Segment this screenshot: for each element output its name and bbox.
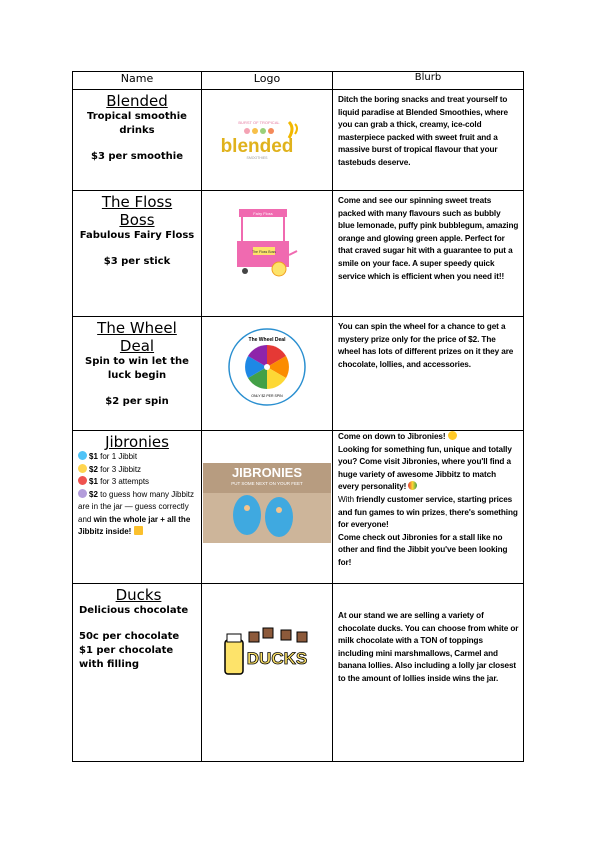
name-cell-ducks <box>73 584 202 762</box>
stall-price: $1 per chocolate with filling <box>79 645 174 670</box>
stall-subtitle: Spin to win let the luck begin <box>85 356 189 381</box>
blurb-jibronies: Come on down to Jibronies! Looking for something fun, unique and totally you? Come visit Jibronies, where you'll find a huge variety of awesome Jibbitz to match every personality! With friendly customer service, starting prices and fun games to win prizes, there's something for everyone! Come check out Jibronies for a stall like no other and find the Jibbit you've been looking for! <box>333 431 524 584</box>
blended-logo-top: BURST OF TROPICAL <box>238 120 280 125</box>
target-icon <box>78 476 87 485</box>
blurb-ducks: At our stand we are selling a variety of chocolate ducks. You can choose from white or milk chocolate with a TON of toppings including mini marshmallows, Carmel and banana lollies. Also including a lolly jar closest to the amount of lollies inside wins the jar. <box>333 584 524 762</box>
list-item: $1 for 1 Jibbit <box>78 451 198 464</box>
name-cell-floss <box>73 191 202 317</box>
jibronies-price-list <box>76 451 198 539</box>
stall-price: $3 per stick <box>103 256 171 267</box>
logo-cell-wheel <box>202 317 333 431</box>
blurb-wheel: You can spin the wheel for a chance to get a mystery prize only for the price of $2. The wheel has lots of different prizes on it they are chocolate, lollies, and accessories. <box>333 317 524 431</box>
logo-cell-blended <box>202 90 333 191</box>
floss-sign: The Floss Boss <box>251 250 277 254</box>
stall-title: Jibronies <box>105 433 169 451</box>
jibronies-photo-logo <box>203 463 331 543</box>
blurb-floss: Come and see our spinning sweet treats packed with many flavours such as bubbly blue lemonade, puffy pink bubblegum, amazing orange and glowing green apple. Perfect for that craved sugar hit with a guarantee to put a smile on your face. A super speedy quick service which is efficient when you need it!! <box>333 191 524 317</box>
ducks-logo <box>219 622 315 682</box>
list-item: $2 to guess how many Jibbitz are in the jar — guess correctly and win the whole jar + all the Jibbitz inside! <box>78 489 194 536</box>
rainbow-icon <box>408 481 417 490</box>
floss-cart-logo <box>227 195 307 285</box>
stall-title: The Wheel Deal <box>97 319 177 355</box>
row-wheel-deal <box>73 317 524 431</box>
stalls-table <box>72 71 524 762</box>
logo-cell-floss <box>202 191 333 317</box>
wheel-logo-caption: ONLY $2 PER SPIN <box>251 394 283 398</box>
stall-subtitle: Tropical smoothie drinks <box>87 111 187 136</box>
stall-title: Ducks <box>115 586 162 604</box>
stall-price: $2 per spin <box>105 396 169 407</box>
list-item: $1 for 3 attempts <box>78 476 198 489</box>
wheel-logo-title: The Wheel Deal <box>248 337 286 343</box>
jibronies-logo-title: JIBRONIES <box>231 465 303 480</box>
row-ducks <box>73 584 524 762</box>
stall-title: Blended <box>106 92 168 110</box>
svg-text:Fairy Floss: Fairy Floss <box>253 211 273 216</box>
stall-price: 50c per chocolate <box>79 631 180 642</box>
blended-logo <box>207 104 327 174</box>
logo-cell-ducks <box>202 584 333 762</box>
list-item: $2 for 3 Jibbitz <box>78 464 198 477</box>
row-floss-boss <box>73 191 524 317</box>
header-name: Name <box>73 72 202 90</box>
thinking-icon <box>78 489 87 498</box>
stall-title: The Floss Boss <box>101 193 173 229</box>
jibronies-logo-tagline: PUT SOME NEXT ON YOUR FEET <box>231 481 303 486</box>
name-cell-wheel <box>73 317 202 431</box>
ducks-logo-text: DUCKS <box>246 649 308 668</box>
blended-logo-small: SMOOTHIES <box>246 156 268 160</box>
row-blended <box>73 90 524 191</box>
blended-logo-text: blended <box>220 136 294 157</box>
trophy-icon <box>134 526 143 535</box>
blurb-blended: Ditch the boring snacks and treat yourself to liquid paradise at Blended Smoothies, where you can grab a thick, creamy, ice-cold masterpiece packed with sweet fruit and a massive burst of tropical flavour that your tastebuds deserve. <box>333 90 524 191</box>
row-jibronies <box>73 431 524 584</box>
name-cell-jibronies <box>73 431 202 584</box>
header-logo: Logo <box>202 72 333 90</box>
stall-subtitle: Delicious chocolate <box>79 605 189 616</box>
wheel-logo <box>227 327 307 407</box>
logo-cell-jibronies <box>202 431 333 584</box>
star-struck-icon <box>448 431 457 440</box>
header-blurb: Blurb <box>333 72 524 90</box>
stall-price: $3 per smoothie <box>91 151 183 162</box>
diamond-icon <box>78 451 87 460</box>
star-icon <box>78 464 87 473</box>
header-row <box>73 72 524 90</box>
name-cell-blended <box>73 90 202 191</box>
stall-subtitle: Fabulous Fairy Floss <box>79 230 195 241</box>
